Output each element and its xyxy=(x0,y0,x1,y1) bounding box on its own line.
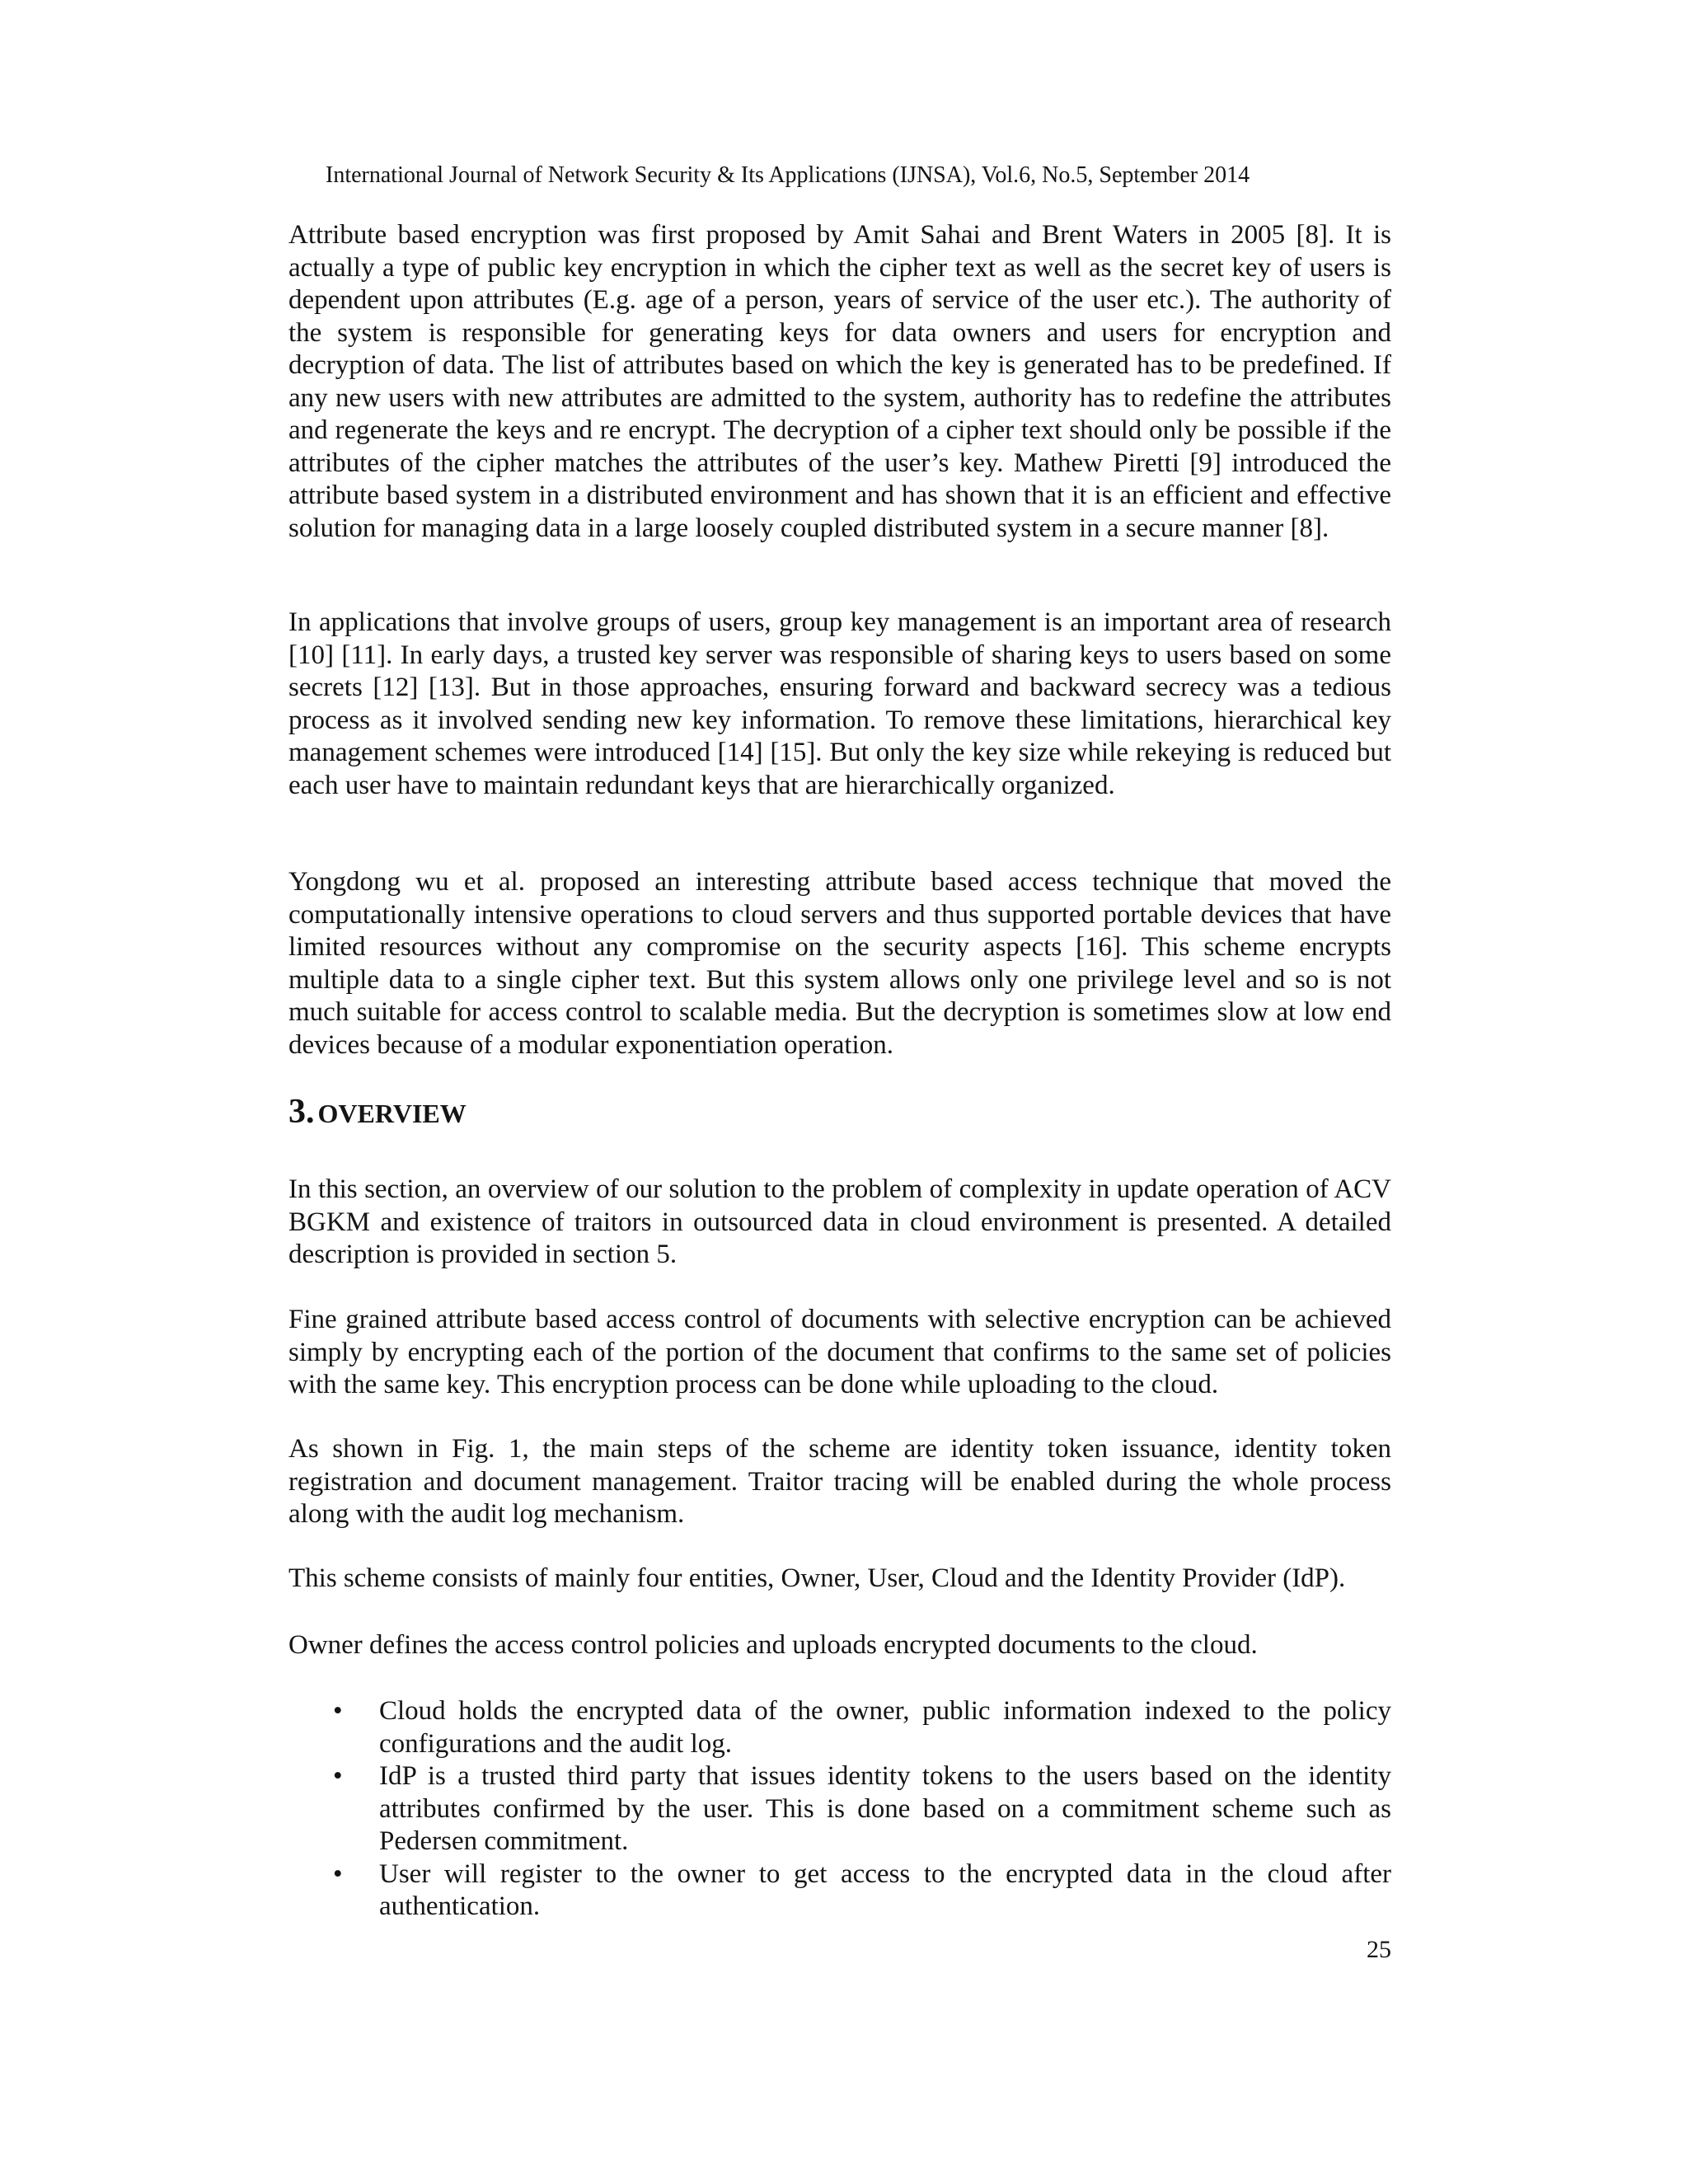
paragraph-scheme-steps: As shown in Fig. 1, the main steps of the scheme are identity token issuance, identity token registration and document management. Traitor tracing will be enabled during the whole process along with the audit log mechanism. xyxy=(288,1434,1391,1529)
paragraph-yongdong-wu: Yongdong wu et al. proposed an interesting attribute based access technique that moved the computationally intensive operations to cloud servers and thus supported portable devices that have limited resources without any compromise on the security aspects [16]. This scheme encrypts multiple data to a single cipher text. But this system allows only one privilege level and so is not much suitable for access control to scalable media. But the decryption is sometimes slow at low end devices because of a modular exponentiation operation. xyxy=(288,867,1391,1060)
running-header: International Journal of Network Security & Its Applications (IJNSA), Vol.6, No.5, September 2014 xyxy=(326,162,1250,188)
page-number: 25 xyxy=(1367,1936,1391,1963)
bullet-item-idp xyxy=(288,1760,1391,1858)
bullet-item-user xyxy=(288,1858,1391,1924)
paragraph-overview-intro: In this section, an overview of our solution to the problem of complexity in update operation of ACV BGKM and existence of traitors in outsourced data in cloud environment is presented. A detailed description is provided in section 5. xyxy=(288,1174,1391,1269)
bullet-item-cloud xyxy=(288,1695,1391,1760)
bullet-marker: • xyxy=(333,1761,343,1791)
section-number: 3. xyxy=(288,1093,315,1131)
bullet-text-user: User will register to the owner to get access to the encrypted data in the cloud after authentication. xyxy=(379,1858,1391,1921)
section-title: OVERVIEW xyxy=(317,1099,467,1128)
section-heading xyxy=(288,1092,467,1132)
bullet-marker: • xyxy=(333,1696,343,1726)
bullet-marker: • xyxy=(333,1858,343,1889)
entity-bullet-list xyxy=(288,1695,1391,1924)
bullet-text-cloud: Cloud holds the encrypted data of the owner, public information indexed to the policy configurations and the audit log. xyxy=(379,1696,1391,1759)
bullet-text-idp: IdP is a trusted third party that issues identity tokens to the users based on the identity attributes confirmed by the user. This is done based on a commitment scheme such as Pedersen commitment. xyxy=(379,1761,1391,1856)
paragraph-four-entities: This scheme consists of mainly four entities, Owner, User, Cloud and the Identity Provider (IdP). xyxy=(288,1563,1346,1593)
paragraph-owner-role: Owner defines the access control policies and uploads encrypted documents to the cloud. xyxy=(288,1630,1258,1660)
paragraph-attribute-based-encryption: Attribute based encryption was first proposed by Amit Sahai and Brent Waters in 2005 [8]. It is actually a type of public key encryption in which the cipher text as well as the secret key of users is dependent upon attributes (E.g. age of a person, years of service of the user etc.). The authority of the system is responsible for generating keys for data owners and users for encryption and decryption of data. The list of attributes based on which the key is generated has to be predefined. If any new users with new attributes are admitted to the system, authority has to redefine the attributes and regenerate the keys and re encrypt. The decryption of a cipher text should only be possible if the attributes of the cipher matches the attributes of the user’s key. Mathew Piretti [9] introduced the attribute based system in a distributed environment and has shown that it is an efficient and effective solution for managing data in a large loosely coupled distributed system in a secure manner [8]. xyxy=(288,220,1391,543)
paragraph-group-key-management: In applications that involve groups of users, group key management is an important area of research [10] [11]. In early days, a trusted key server was responsible of sharing keys to users based on some secrets [12] [13]. But in those approaches, ensuring forward and backward secrecy was a tedious process as it involved sending new key information. To remove these limitations, hierarchical key management schemes were introduced [14] [15]. But only the key size while rekeying is reduced but each user have to maintain redundant keys that are hierarchically organized. xyxy=(288,607,1391,800)
paragraph-fine-grained-access: Fine grained attribute based access control of documents with selective encryption can be achieved simply by encrypting each of the portion of the document that confirms to the same set of policies with the same key. This encryption process can be done while uploading to the cloud. xyxy=(288,1305,1391,1399)
